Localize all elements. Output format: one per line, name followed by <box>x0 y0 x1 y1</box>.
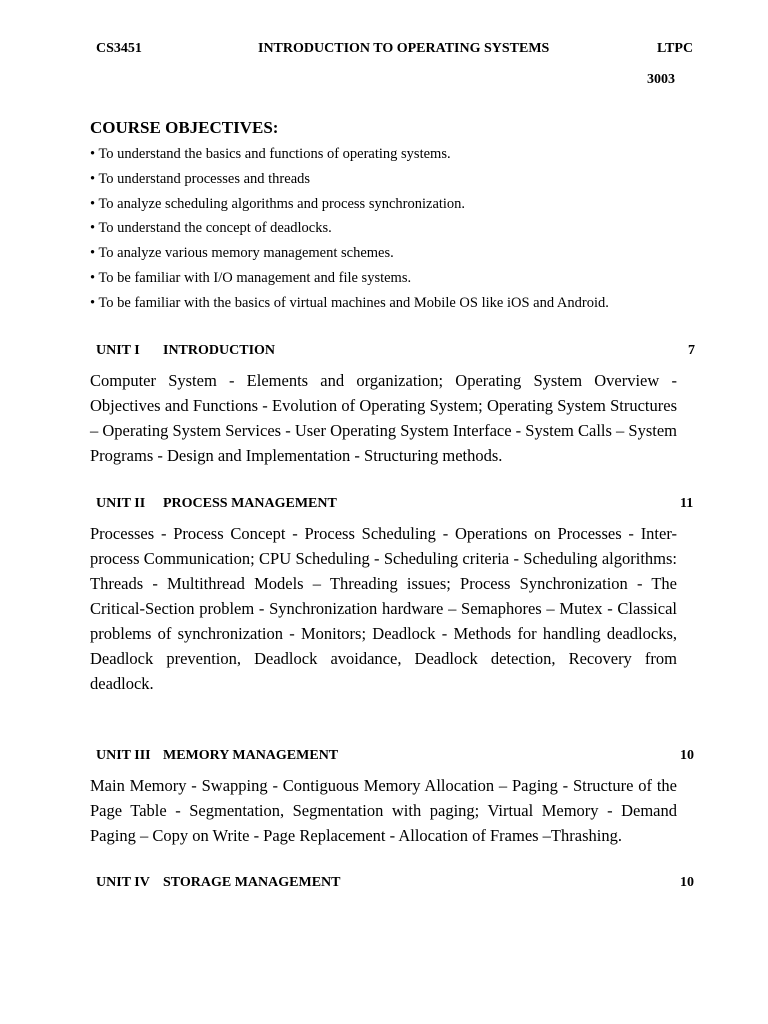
unit-4-title: STORAGE MANAGEMENT <box>163 875 341 890</box>
ltpc-label: LTPC <box>657 41 694 56</box>
objective-item: • To be familiar with the basics of virtual machines and Mobile OS like iOS and Android. <box>90 295 609 311</box>
unit-1-hours: 7 <box>688 343 695 358</box>
unit-2-title: PROCESS MANAGEMENT <box>163 496 337 511</box>
objective-item: • To understand the basics and functions of operating systems. <box>90 146 451 162</box>
unit-4-hours: 10 <box>680 875 694 890</box>
unit-3-title: MEMORY MANAGEMENT <box>163 748 339 763</box>
unit-3-hours: 10 <box>680 748 694 763</box>
ltpc-value: 3003 <box>647 72 675 87</box>
unit-2-hours: 11 <box>680 496 694 511</box>
unit-1-title: INTRODUCTION <box>163 343 276 358</box>
course-title: INTRODUCTION TO OPERATING SYSTEMS <box>258 41 550 56</box>
objective-item: • To analyze various memory management schemes. <box>90 245 394 261</box>
unit-3-label: UNIT III <box>96 748 151 763</box>
unit-1-content: Computer System - Elements and organization; Operating System Overview - Objectives and Functions - Evolution of Operating System; Operating System Structures – Operating System Services - User Operating System Interface - System Calls – System Programs - Design and Implementation - Structuring methods. <box>90 371 678 465</box>
course-code: CS3451 <box>96 41 142 56</box>
objective-item: • To analyze scheduling algorithms and process synchronization. <box>90 196 466 212</box>
objective-item: • To understand processes and threads <box>90 171 311 187</box>
unit-3-content: Main Memory - Swapping - Contiguous Memory Allocation – Paging - Structure of the Page Table - Segmentation, Segmentation with paging; Virtual Memory - Demand Paging – Copy on Write - Page Replacement - Allocation of Frames –Thrashing. <box>90 776 677 845</box>
objective-item: • To be familiar with I/O management and file systems. <box>90 270 412 286</box>
unit-1-label: UNIT I <box>96 343 140 358</box>
objectives-heading: COURSE OBJECTIVES: <box>90 118 279 137</box>
unit-2-label: UNIT II <box>96 496 146 511</box>
unit-4-label: UNIT IV <box>96 875 150 890</box>
objective-item: • To understand the concept of deadlocks. <box>90 220 332 236</box>
unit-2-content: Processes - Process Concept - Process Scheduling - Operations on Processes - Inter-process Communication; CPU Scheduling - Scheduling criteria - Scheduling algorithms: Threads - Multithread Models – Threading issues; Process Synchronization - The Critical-Section problem - Synchronization hardware – Semaphores – Mutex - Classical problems of synchronization - Monitors; Deadlock - Methods for handling deadlocks, Deadlock prevention, Deadlock avoidance, Deadlock detection, Recovery from deadlock. <box>90 524 677 693</box>
